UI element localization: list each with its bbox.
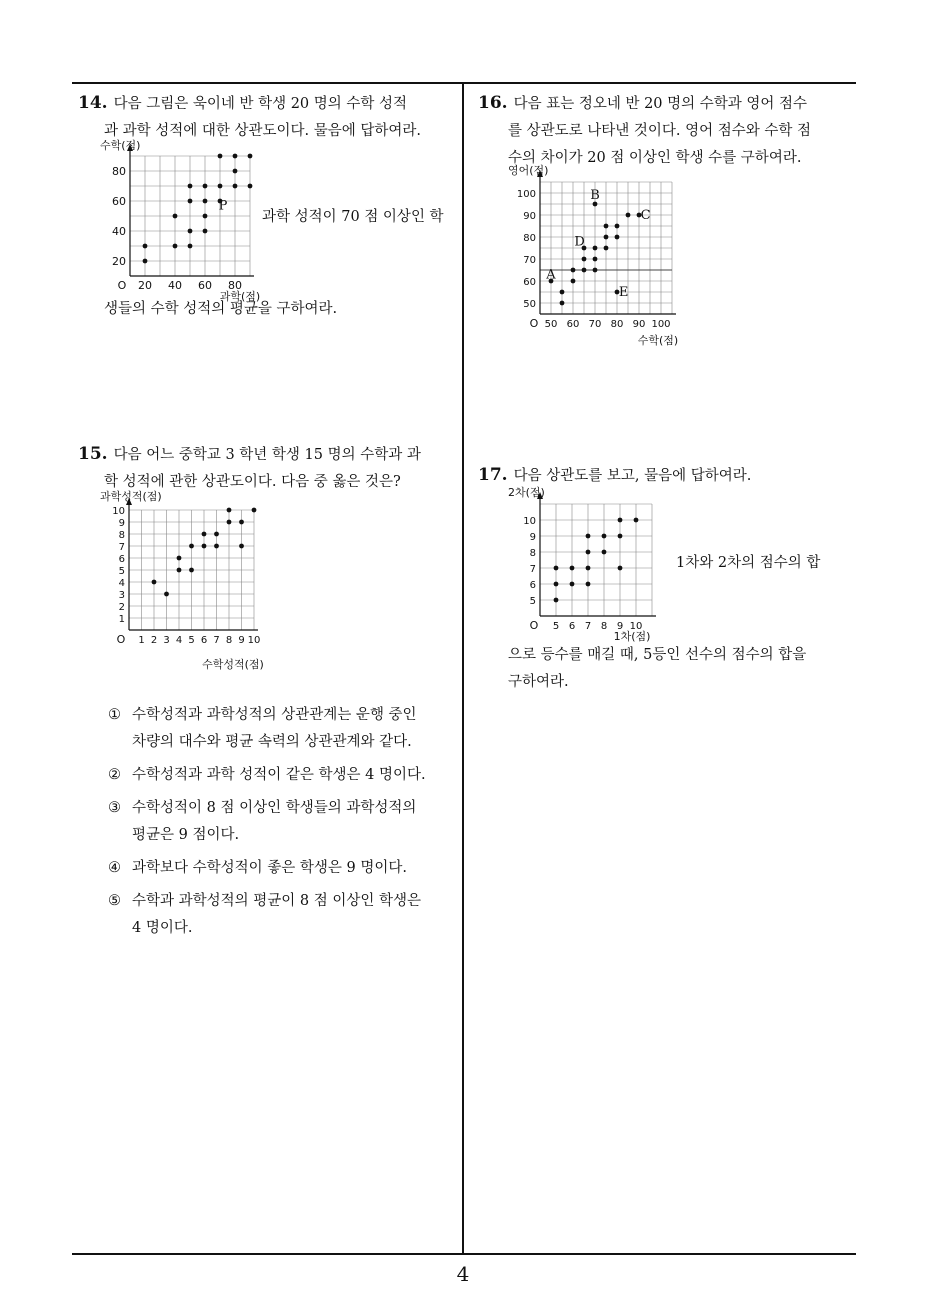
- data-point: [586, 582, 591, 587]
- x-tick-label: 2: [150, 635, 158, 646]
- data-point: [218, 184, 223, 189]
- point-label: B: [590, 188, 600, 204]
- question-text-line: 수의 차이가 20 점 이상인 학생 수를 구하여라.: [508, 150, 802, 166]
- question-16: [478, 90, 858, 172]
- data-point: [560, 301, 565, 306]
- y-tick-label: 80: [523, 233, 536, 244]
- question-text-line: 학 성적에 관한 상관도이다. 다음 중 옳은 것은?: [104, 474, 401, 490]
- question-text-line: 다음 표는 정오네 반 20 명의 수학과 영어 점수: [513, 96, 808, 112]
- data-point: [602, 550, 607, 555]
- y-tick-label: 8: [529, 548, 536, 559]
- y-tick-label: 6: [529, 580, 536, 591]
- choice-5[interactable]: ⑤ 수학과 과학성적의 평균이 8 점 이상인 학생은 4 명이다.: [108, 893, 422, 936]
- point-label: P: [218, 198, 228, 214]
- data-point: [189, 568, 194, 573]
- data-point: [593, 246, 598, 251]
- data-point: [586, 550, 591, 555]
- y-tick-label: 40: [112, 225, 126, 238]
- x-tick-label: 9: [616, 621, 624, 632]
- choice-3[interactable]: ③ 수학성적이 8 점 이상인 학생들의 과학성적의 평균은 9 점이다.: [108, 800, 417, 843]
- data-point: [173, 244, 178, 249]
- y-tick-label: 3: [118, 590, 125, 601]
- q14-scatter-plot: [100, 138, 265, 302]
- question-number: 15.: [78, 444, 108, 464]
- x-tick-label: 40: [168, 279, 182, 292]
- bottom-rule: [72, 1253, 856, 1255]
- x-axis-label: 수학성적(점): [202, 658, 264, 671]
- y-tick-label: 60: [112, 195, 126, 208]
- y-tick-label: 7: [529, 564, 536, 575]
- data-point: [602, 534, 607, 539]
- data-point: [626, 213, 631, 218]
- x-tick-label: 60: [566, 319, 580, 330]
- page-number: 4: [456, 1262, 470, 1286]
- x-tick-label: 100: [651, 319, 671, 330]
- origin-label: O: [529, 317, 539, 330]
- y-tick-label: 70: [523, 255, 536, 266]
- data-point: [571, 268, 576, 273]
- data-point: [248, 154, 253, 159]
- point-label: C: [640, 208, 651, 223]
- question-text-line: 를 상관도로 나타낸 것이다. 영어 점수와 수학 점: [508, 123, 812, 139]
- x-axis-label: 1차(점): [613, 630, 651, 643]
- data-point: [177, 568, 182, 573]
- x-axis-label: 과학(점): [219, 290, 261, 302]
- data-point: [582, 257, 587, 262]
- question-text-line: 다음 상관도를 보고, 물음에 답하여라.: [513, 468, 752, 484]
- y-tick-label: 100: [516, 189, 536, 200]
- data-point: [252, 508, 257, 513]
- x-tick-label: 80: [228, 279, 242, 292]
- data-point: [618, 534, 623, 539]
- x-tick-label: 70: [588, 319, 602, 330]
- q14-after-text: 생들의 수학 성적의 평균을 구하여라.: [104, 301, 338, 317]
- data-point: [586, 534, 591, 539]
- q17-side-text: 1차와 2차의 점수의 합: [676, 555, 821, 571]
- q17-scatter-plot: [506, 484, 666, 644]
- data-point: [554, 582, 559, 587]
- x-tick-label: 60: [198, 279, 212, 292]
- y-axis-label: 영어(점): [508, 164, 549, 177]
- choice-4[interactable]: ④ 과학보다 수학성적이 좋은 학생은 9 명이다.: [108, 860, 407, 876]
- question-text-line: 다음 어느 중학교 3 학년 학생 15 명의 수학과 과: [113, 447, 421, 463]
- data-point: [554, 598, 559, 603]
- x-tick-label: 6: [568, 621, 576, 632]
- q16-scatter-plot: [506, 162, 696, 348]
- data-point: [143, 259, 148, 264]
- x-tick-label: 7: [213, 635, 220, 646]
- data-point: [188, 229, 193, 234]
- data-point: [615, 224, 620, 229]
- x-axis-label: 수학(점): [637, 334, 679, 347]
- top-rule: [72, 82, 856, 84]
- data-point: [618, 566, 623, 571]
- y-tick-label: 10: [112, 506, 125, 517]
- x-tick-label: 1: [138, 635, 145, 646]
- data-point: [218, 154, 223, 159]
- data-point: [188, 244, 193, 249]
- data-point: [202, 532, 207, 537]
- data-point: [214, 532, 219, 537]
- y-axis-label: 과학성적(점): [100, 490, 162, 503]
- data-point: [634, 518, 639, 523]
- origin-label: O: [117, 279, 127, 292]
- q14-side-text: 과학 성적이 70 점 이상인 학: [262, 209, 444, 225]
- x-tick-label: 90: [632, 319, 646, 330]
- x-tick-label: 8: [600, 621, 608, 632]
- y-tick-label: 7: [118, 542, 125, 553]
- x-tick-label: 3: [163, 635, 170, 646]
- data-point: [233, 154, 238, 159]
- y-tick-label: 80: [112, 165, 126, 178]
- question-number: 17.: [478, 465, 508, 485]
- y-tick-label: 6: [118, 554, 125, 565]
- data-point: [615, 235, 620, 240]
- data-point: [604, 235, 609, 240]
- y-tick-label: 5: [118, 566, 125, 577]
- y-axis-label: 수학(점): [100, 139, 141, 152]
- y-tick-label: 10: [523, 516, 536, 527]
- x-tick-label: 8: [225, 635, 233, 646]
- data-point: [188, 199, 193, 204]
- data-point: [203, 184, 208, 189]
- data-point: [233, 169, 238, 174]
- data-point: [189, 544, 194, 549]
- data-point: [570, 566, 575, 571]
- data-point: [233, 184, 238, 189]
- x-tick-label: 20: [138, 279, 152, 292]
- y-tick-label: 4: [118, 578, 125, 589]
- data-point: [227, 520, 232, 525]
- data-point: [570, 582, 575, 587]
- choice-1[interactable]: ① 수학성적과 과학성적의 상관관계는 운행 중인 차량의 대수와 평균 속력의 상관관계와 같다.: [108, 707, 417, 750]
- data-point: [239, 544, 244, 549]
- data-point: [554, 566, 559, 571]
- data-point: [593, 268, 598, 273]
- data-point: [239, 520, 244, 525]
- y-tick-label: 20: [112, 255, 126, 268]
- choice-2[interactable]: ② 수학성적과 과학 성적이 같은 학생은 4 명이다.: [108, 767, 426, 783]
- question-number: 16.: [478, 93, 508, 113]
- data-point: [202, 544, 207, 549]
- data-point: [203, 214, 208, 219]
- q17-after-text: 으로 등수를 매길 때, 5등인 선수의 점수의 합을 구하여라.: [508, 647, 807, 690]
- point-label: E: [618, 285, 629, 300]
- data-point: [586, 566, 591, 571]
- data-point: [203, 229, 208, 234]
- data-point: [188, 184, 193, 189]
- data-point: [604, 246, 609, 251]
- data-point: [248, 184, 253, 189]
- y-tick-label: 8: [118, 530, 125, 541]
- point-label: A: [546, 267, 556, 283]
- x-tick-label: 5: [188, 635, 195, 646]
- data-point: [152, 580, 157, 585]
- x-tick-label: 10: [247, 635, 261, 646]
- y-tick-label: 5: [529, 596, 536, 607]
- data-point: [618, 518, 623, 523]
- y-axis-label: 2차(점): [508, 486, 545, 499]
- data-point: [173, 214, 178, 219]
- x-tick-label: 5: [552, 621, 560, 632]
- x-tick-label: 10: [629, 621, 643, 632]
- data-point: [203, 199, 208, 204]
- y-tick-label: 50: [523, 299, 536, 310]
- data-point: [604, 224, 609, 229]
- question-14: [78, 90, 456, 145]
- q15-scatter-plot: [100, 486, 285, 676]
- data-point: [164, 592, 169, 597]
- question-text-line: 다음 그림은 욱이네 반 학생 20 명의 수학 성적: [113, 96, 408, 112]
- data-point: [593, 257, 598, 262]
- x-tick-label: 6: [200, 635, 208, 646]
- data-point: [214, 544, 219, 549]
- x-tick-label: 50: [544, 319, 558, 330]
- x-tick-label: 7: [584, 621, 592, 632]
- x-tick-label: 4: [175, 635, 183, 646]
- question-text-line: 과 과학 성적에 대한 상관도이다. 물음에 답하여라.: [104, 123, 422, 139]
- data-point: [571, 279, 576, 284]
- data-point: [582, 268, 587, 273]
- data-point: [560, 290, 565, 295]
- data-point: [177, 556, 182, 561]
- origin-label: O: [529, 619, 539, 632]
- y-tick-label: 2: [118, 602, 125, 613]
- y-tick-label: 9: [529, 532, 536, 543]
- x-tick-label: 80: [610, 319, 624, 330]
- data-point: [143, 244, 148, 249]
- point-label: D: [574, 234, 585, 250]
- origin-label: O: [116, 633, 126, 646]
- q15-choices: [108, 702, 458, 948]
- y-tick-label: 90: [523, 211, 536, 222]
- y-tick-label: 9: [118, 518, 125, 529]
- column-divider: [462, 82, 464, 1255]
- y-tick-label: 60: [523, 277, 536, 288]
- x-tick-label: 9: [238, 635, 245, 646]
- data-point: [227, 508, 232, 513]
- question-number: 14.: [78, 93, 108, 113]
- y-tick-label: 1: [118, 614, 125, 625]
